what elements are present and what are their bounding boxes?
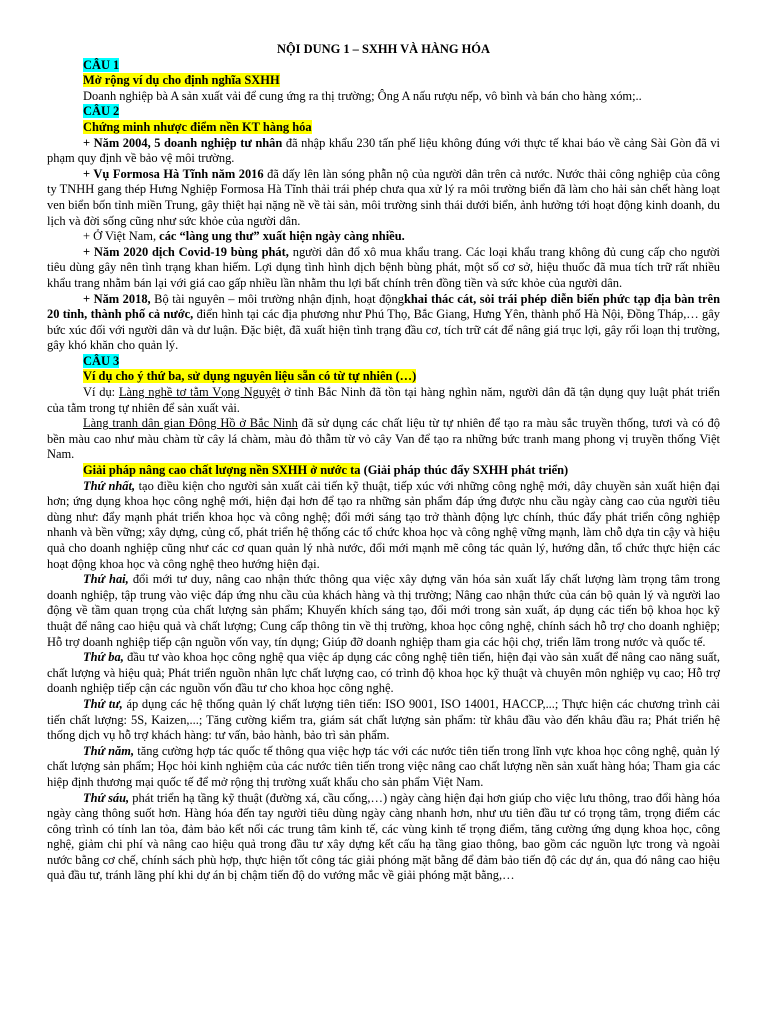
solution-item: Thứ nhất, tạo điều kiện cho người sản xuất cải tiến kỹ thuật, tiếp xúc với những công nghệ mới, dây chuyền sản xuất hiện đại hơn; ứng dụng khoa học công nghệ mới, hiện đại hơn để tạo ra những sản phẩm đáp ứng được nhu cầu ngày càng cao của người tiêu dùng như: đẩy mạnh phát triển khoa học và công nghệ; đổi mới sáng tạo trở thành động lực chính, thúc đẩy phát triển công nghiệp nhanh và bền vững; xây dựng, củng cố, phát triển hệ thống các tổ chức khoa học và công nghệ vững mạnh, làm chỗ dựa tin cậy và hiệu quả cho doanh nghiệp cũng như các cơ quan quản lý nhà nước, đổi mới mạnh mẽ công tác quản lý, hướng dẫn, tổ chức thực hiện các hoạt động khoa học và công nghệ theo hướng hiện đại. (47, 478, 721, 571)
cau1-heading: Mở rộng ví dụ cho định nghĩa SXHH (83, 73, 280, 88)
solution-item: Thứ năm, tăng cường hợp tác quốc tế thông qua việc hợp tác với các nước tiên tiến trong lĩnh vực khoa học công nghệ, quản lý chất lượng sản phẩm; Học hỏi kinh nghiệm của các nước tiên tiến trong việc nâng cao chất lượng nền sản xuất hàng hóa; Tham gia các hiệp định thương mại quốc tế để mở rộng thị trường xuất khẩu cho sản phẩm Việt Nam. (47, 743, 720, 789)
cau3-label: CÂU 3 (83, 353, 120, 368)
cau2-heading: Chứng minh nhược điểm nền KT hàng hóa (83, 119, 312, 134)
cau3-example-1: Ví dụ: Làng nghề tơ tằm Vọng Nguyệt ở tỉnh Bắc Ninh đã tồn tại hàng nghìn năm, người dân đã tận dụng quy luật phát triển của tằm trong tự nhiên để sản xuất vải. (47, 385, 720, 415)
cau2-paragraph-4: + Năm 2020 dịch Covid-19 bùng phát, người dân đổ xô mua khẩu trang. Các loại khẩu trang không đủ cung cấp cho người tiêu dùng gây nên tình trạng khan hiếm. Lợi dụng tình hình dịch bệnh bùng phát, một số cơ sở, hiệu thuốc đã mua tích trữ rất nhiều khẩu trang nhằm bán lại với giá cao gấp nhiều lần nhằm thu lợi bất chính trên đồng tiền và sức khỏe của người dân. (47, 244, 720, 290)
cau1-text: Doanh nghiệp bà A sản xuất vải để cung ứng ra thị trường; Ông A nấu rượu nếp, vô bình và bán cho hàng xóm;.. (83, 88, 642, 103)
cau2-paragraph-1: + Năm 2004, 5 doanh nghiệp tư nhân đã nhập khẩu 230 tấn phế liệu không đúng với thực tế khai báo về cảng Sài Gòn đã vi phạm quy định về bảo vệ môi trường. (47, 135, 721, 166)
cau3-example-2: Làng tranh dân gian Đông Hồ ở Bắc Ninh đã sử dụng các chất liệu từ tự nhiên để tạo ra màu sắc truyền thống, tươi và có độ bền màu cao như màu chàm từ cây lá chàm, màu đỏ thẫm từ vỏ cây Van để tạo ra những bức tranh mang phong vị truyền thống Việt Nam. (47, 416, 720, 462)
solutions-heading: Giải pháp nâng cao chất lượng nền SXHH ở nước ta (Giải pháp thúc đẩy SXHH phát triển) (83, 463, 569, 478)
page-title: NỘI DUNG 1 – SXHH VÀ HÀNG HÓA (277, 42, 490, 56)
cau2-label: CÂU 2 (83, 104, 120, 119)
solution-item: Thứ tư, áp dụng các hệ thống quản lý chất lượng tiên tiến: ISO 9001, ISO 14001, HACCP,...; Thực hiện các chương trình cải tiến chất lượng: 5S, Kaizen,...; Tăng cường kiểm tra, giám sát chất lượng sản phẩm: từ khâu đầu vào đến khâu đầu ra; Phát triển hệ thống dịch vụ hỗ trợ khách hàng: tư vấn, bảo hành, bảo trì sản phẩm. (47, 696, 721, 743)
cau2-paragraph-5: + Năm 2018, Bộ tài nguyên – môi trường nhận định, hoạt độngkhai thác cát, sỏi trái phép diễn biến phức tạp địa bàn trên 20 tỉnh, thành phố cả nước, điển hình tại các địa phương như Phú Thọ, Bắc Giang, Hưng Yên, thành phố Hà Nội, Đồng Tháp,… gây bức xúc đối với người dân và dư luận. Đặc biệt, đã xuất hiện tình trạng đầu cơ, tích trữ cát để nâng giá trục lợi, gây rối loạn thị trường, gây khó khăn cho quản lý. (47, 291, 721, 353)
solution-item: Thứ ba, đầu tư vào khoa học công nghệ qua việc áp dụng các công nghệ tiên tiến, hiện đại vào sản xuất để nâng cao năng suất, chất lượng và hiệu quả; Phát triển nguồn nhân lực chất lượng cao, có trình độ khoa học kỹ thuật và chuyên môn nghiệp vụ cao; Hỗ trợ doanh nghiệp tiếp cận các nguồn vốn đầu tư cho khoa học công nghệ. (47, 650, 721, 696)
solution-item: Thứ sáu, phát triển hạ tầng kỹ thuật (đường xá, cầu cống,…) ngày càng hiện đại hơn giúp cho việc lưu thông, trao đổi hàng hóa ngày càng thông suốt hơn. Hàng hóa đến tay người tiêu dùng ngày càng nhanh hơn, như ưu tiên đầu tư có trọng tâm, trọng điểm các công trình có tính lan tỏa, đảm bảo kết nối các trung tâm kinh tế, các vùng kinh tế trọng điểm, tăng cường ứng dụng khoa học, công nghệ, giảm chi phí và nâng cao hiệu quả trong đầu tư xây dựng kết cấu hạ tầng giao thông, bao gồm các nguồn lực trong và ngoài nước bằng cơ chế, chính sách phù hợp, thực hiện tốt công tác giải phóng mặt bằng để đảm bảo tiến độ các dự án, qua đó nâng cao hiệu quả đầu tư, tránh lãng phí khi dự án bị chậm tiến độ do vướng mắc về giải phóng mặt bằng,… (47, 790, 720, 883)
cau2-paragraph-2: + Vụ Formosa Hà Tĩnh năm 2016 đã dấy lên làn sóng phẫn nộ của người dân trên cả nước. Nước thải công nghiệp của công ty TNHH gang thép Hưng Nghiệp Formosa Hà Tĩnh thải trái phép chưa qua xử lý ra môi trường biển đã làm cho hải sản chết hàng loạt ven biển bốn tỉnh miền Trung, gây thiệt hại nặng nề về tài sản, môi trường sinh thái dưới biển, ảnh hưởng tới hoạt động kinh doanh, du lịch và đời sống cũng như sức khỏe của người dân. (47, 166, 720, 228)
cau1-label: CÂU 1 (83, 57, 120, 72)
cau3-heading: Ví dụ cho ý thứ ba, sử dụng nguyên liệu sẵn có từ tự nhiên (…) (83, 369, 417, 384)
solution-item: Thứ hai, đổi mới tư duy, nâng cao nhận thức thông qua việc xây dựng văn hóa sản xuất lấy chất lượng làm trọng tâm trong doanh nghiệp, tập trung vào việc đáp ứng nhu cầu của khách hàng và thị trường; Nâng cao nhận thức của cán bộ quản lý và người lao động về tầm quan trọng của chất lượng sản phẩm; Khuyến khích sáng tạo, đổi mới trong sản xuất, áp dụng các tiến bộ khoa học kỹ thuật để nâng cao hiệu quả và chất lượng; Cung cấp thông tin về thị trường, khoa học công nghệ, chính sách hỗ trợ cho doanh nghiệp; Hỗ trợ doanh nghiệp tiếp cận nguồn vốn vay, tín dụng; Giúp đỡ doanh nghiệp tham gia các hội chợ, triển lãm trong nước và quốc tế. (47, 572, 721, 649)
cau2-paragraph-3: + Ở Việt Nam, các “làng ung thư” xuất hiện ngày càng nhiều. (83, 229, 405, 244)
